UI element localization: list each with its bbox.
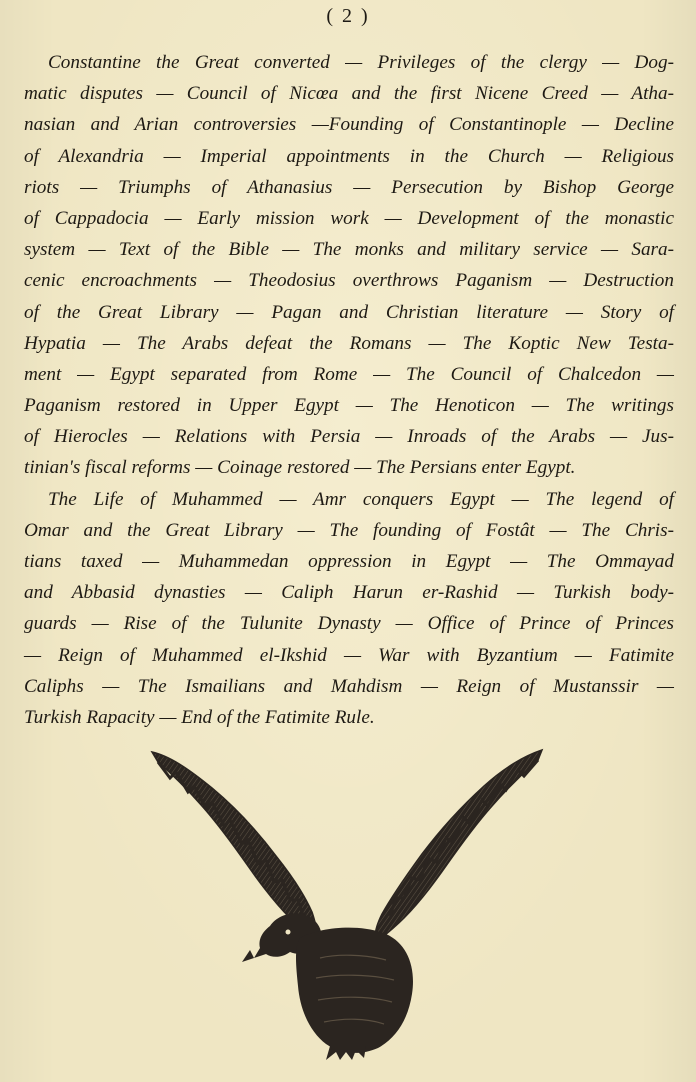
text-line: of the Great Library — Pagan and Christian literature — Story of bbox=[24, 301, 674, 323]
text-line: Hypatia — The Arabs defeat the Romans — The Koptic New Testa- bbox=[24, 332, 674, 354]
text-line: Paganism restored in Upper Egypt — The Henoticon — The writings bbox=[24, 395, 674, 417]
text-line: Caliphs — The Ismailians and Mahdism — Reign of Mustanssir — bbox=[24, 675, 674, 697]
text-line: guards — Rise of the Tulunite Dynasty — Office of Prince of Princes bbox=[24, 613, 674, 635]
text-line: nasian and Arian controversies —Founding of Constantinople — Decline bbox=[24, 114, 674, 136]
text-line: cenic encroachments — Theodosius overthrows Paganism — Destruction bbox=[24, 270, 674, 292]
text-line: The Life of Muhammed — Amr conquers Egypt — The legend of bbox=[48, 488, 674, 510]
text-line: Omar and the Great Library — The founding of Fostât — The Chris- bbox=[24, 519, 674, 541]
text-line: tinian's fiscal reforms — Coinage restored — The Persians enter Egypt. bbox=[24, 457, 576, 479]
eagle-icon bbox=[150, 748, 545, 1060]
text-line: Constantine the Great converted — Privileges of the clergy — Dog- bbox=[48, 52, 674, 73]
text-line: Turkish Rapacity — End of the Fatimite Rule. bbox=[24, 706, 375, 728]
text-line: of Alexandria — Imperial appointments in the Church — Religious bbox=[24, 145, 674, 167]
text-line: of Cappadocia — Early mission work — Development of the monastic bbox=[24, 207, 674, 229]
chapter-summary-text bbox=[24, 47, 674, 733]
text-line: system — Text of the Bible — The monks and military service — Sara- bbox=[24, 239, 674, 261]
text-line: matic disputes — Council of Nicœa and the first Nicene Creed — Atha- bbox=[24, 83, 674, 105]
text-line: — Reign of Muhammed el-Ikshid — War with Byzantium — Fatimite bbox=[24, 644, 674, 666]
text-line: and Abbasid dynasties — Caliph Harun er-Rashid — Turkish body- bbox=[24, 582, 674, 604]
text-line: ment — Egypt separated from Rome — The Council of Chalcedon — bbox=[24, 363, 674, 385]
text-line: riots — Triumphs of Athanasius — Persecution by Bishop George bbox=[24, 176, 674, 198]
text-line: of Hierocles — Relations with Persia — Inroads of the Arabs — Jus- bbox=[24, 426, 674, 448]
page-number: ( 2 ) bbox=[326, 5, 370, 27]
text-line: tians taxed — Muhammedan oppression in Egypt — The Ommayad bbox=[24, 551, 674, 572]
